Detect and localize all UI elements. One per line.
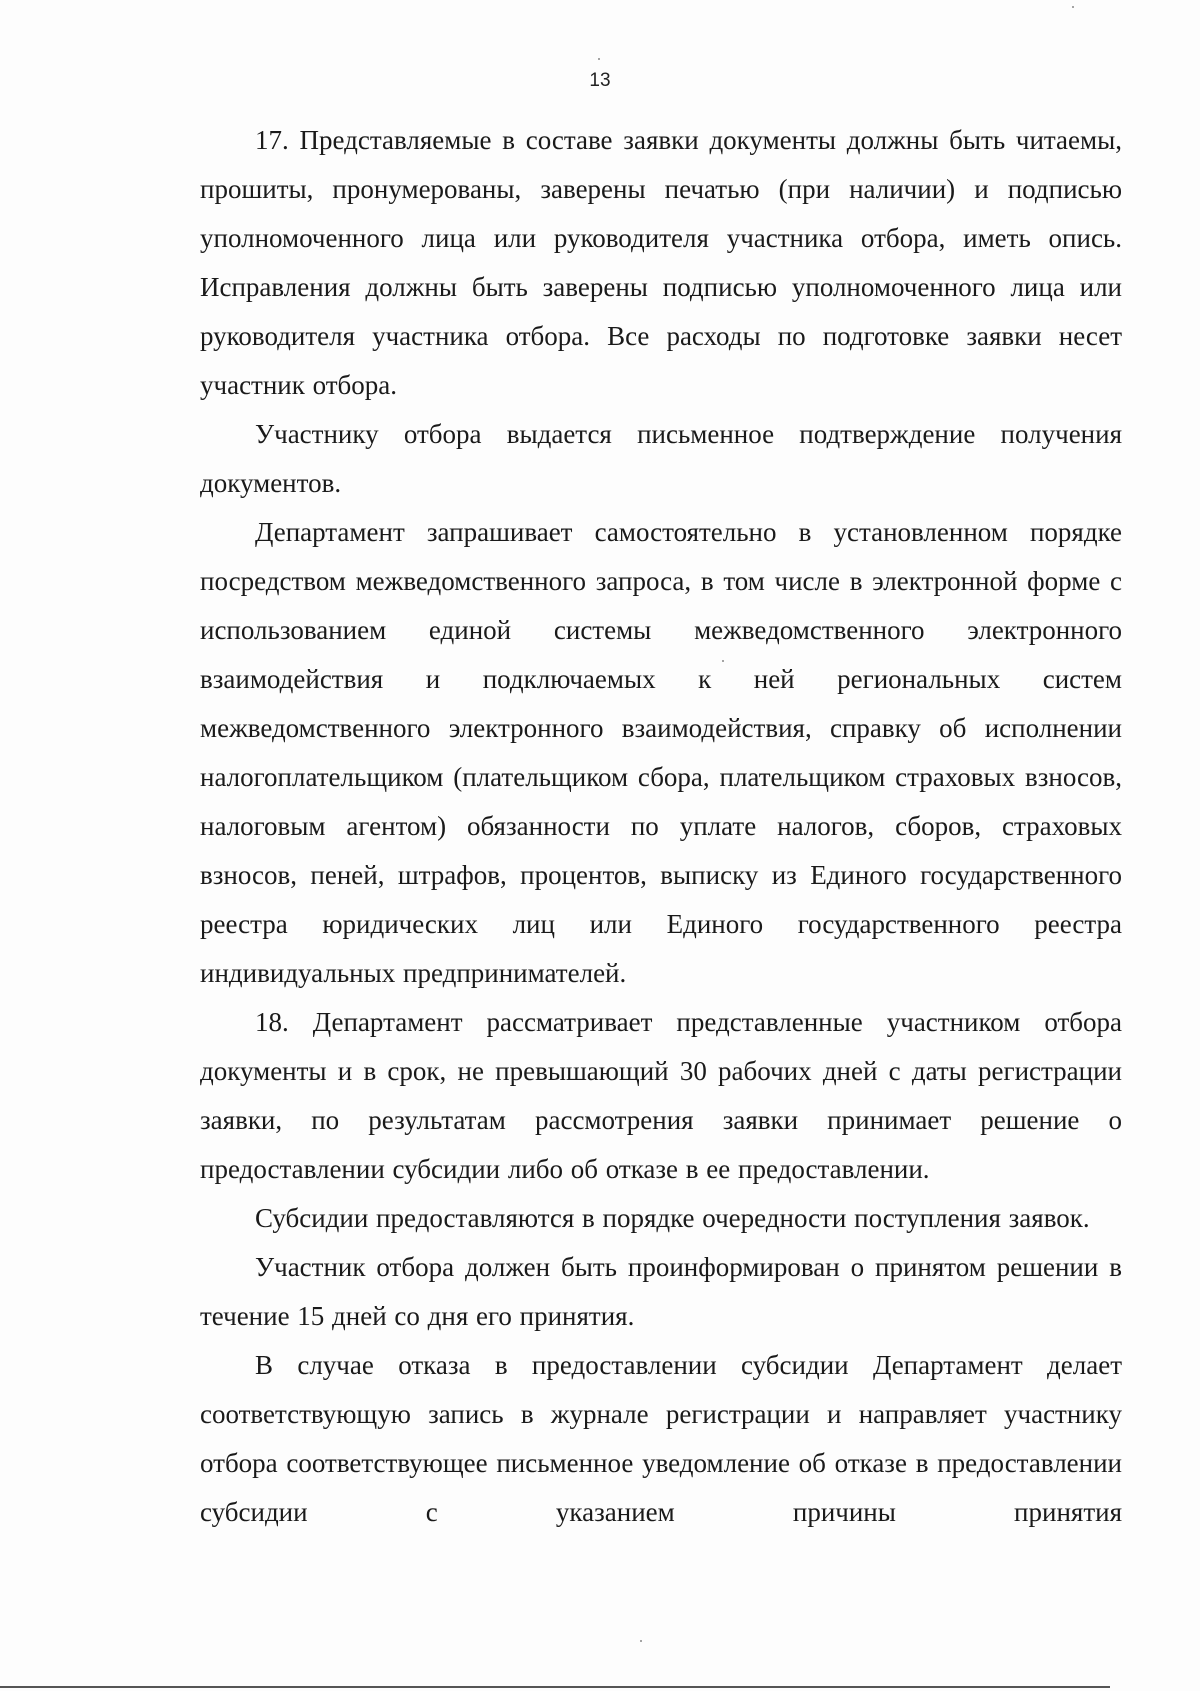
paragraph-department-request: Департамент запрашивает самостоятельно в установленном порядке посредством межведомственного запроса, в том числе в электронной форме с использованием единой системы межведомственного электронного взаимодействия и подключаемых к ней региональных систем межведомственного электронного взаимодействия, справку об исполнении налогоплательщиком (плательщиком сбора, плательщиком страховых взносов, налоговым агентом) обязанности по уплате налогов, сборов, страховых взносов, пеней, штрафов, процентов, выписку из Единого государственного реестра юридических лиц или Единого государственного реестра индивидуальных предпринимателей. [200, 517, 1122, 988]
paragraph-queue-order: Субсидии предоставляются в порядке очередности поступления заявок. [255, 1203, 1090, 1233]
paragraph-confirmation: Участнику отбора выдается письменное подтверждение получения документов. [200, 419, 1122, 498]
paragraph-notification: Участник отбора должен быть проинформирован о принятом решении в течение 15 дней со дня его принятия. [200, 1252, 1122, 1331]
scan-speck [722, 660, 724, 662]
paragraph-17: 17. Представляемые в составе заявки документы должны быть читаемы, прошиты, пронумерованы, заверены печатью (при наличии) и подписью уполномоченного лица или руководителя участника отбора, иметь опись. Исправления должны быть заверены подписью уполномоченного лица или руководителя участника отбора. Все расходы по подготовке заявки несет участник отбора. [200, 125, 1122, 400]
page-number: 13 [589, 70, 611, 91]
scan-speck [598, 58, 600, 60]
scan-edge-line [0, 1686, 1110, 1688]
paragraph-refusal: В случае отказа в предоставлении субсидии Департамент делает соответствующую запись в журнале регистрации и направляет участнику отбора соответствующее письменное уведомление об отказе в предоставлении субсидии с указанием причины принятия [200, 1350, 1122, 1527]
scan-speck [1072, 6, 1074, 8]
paragraph-18: 18. Департамент рассматривает представленные участником отбора документы и в срок, не превышающий 30 рабочих дней с даты регистрации заявки, по результатам рассмотрения заявки принимает решение о предоставлении субсидии либо об отказе в ее предоставлении. [200, 1007, 1122, 1184]
scan-speck [640, 1640, 642, 1642]
document-body [200, 116, 1122, 1537]
